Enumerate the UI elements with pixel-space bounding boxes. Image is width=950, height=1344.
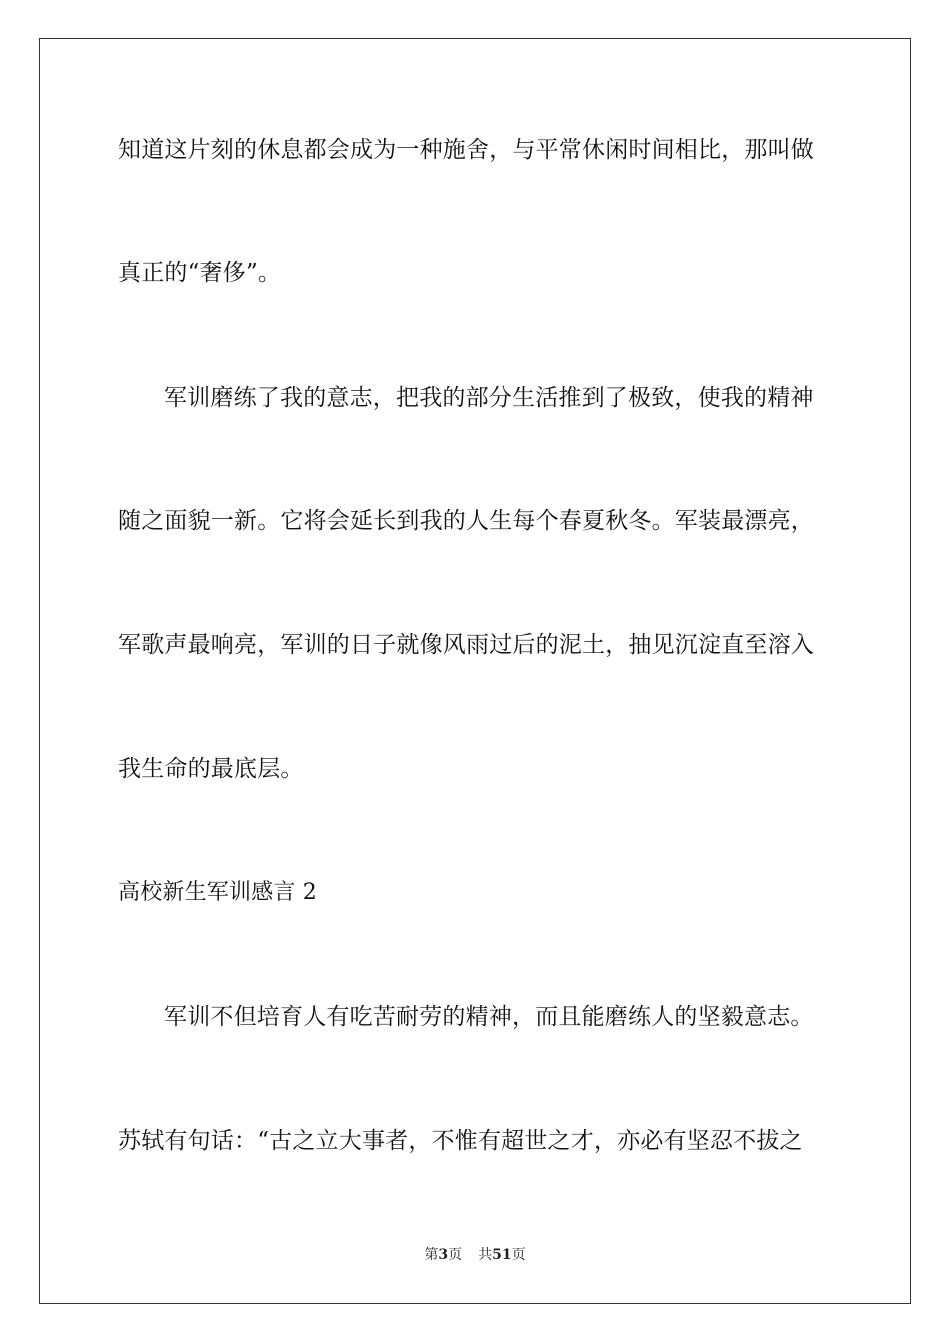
body-text-line: 真正的“奢侈”。	[118, 260, 282, 286]
body-text-line: 随之面貌一新。它将会延长到我的人生每个春夏秋冬。军装最漂亮，	[118, 508, 814, 534]
body-text-line: 我生命的最底层。	[118, 756, 304, 782]
page-border	[39, 38, 911, 1304]
body-text-line: 军歌声最响亮，军训的日子就像风雨过后的泥土，抽见沉淀直至溶入	[118, 632, 814, 658]
total-pages-prefix: 共	[478, 1247, 493, 1263]
total-pages-suffix: 页	[511, 1247, 526, 1263]
current-page-number: 3	[438, 1247, 449, 1263]
paragraph-start-line: 军训不但培育人有吃苦耐劳的精神，而且能磨练人的坚毅意志。	[164, 1004, 814, 1030]
section-heading: 高校新生军训感言 2	[118, 880, 317, 905]
page-footer	[0, 1246, 950, 1264]
page-number-suffix: 页	[448, 1247, 463, 1263]
page-number-prefix: 第	[424, 1247, 439, 1263]
paragraph-start-line: 军训磨练了我的意志，把我的部分生活推到了极致，使我的精神	[164, 385, 814, 411]
total-pages-number: 51	[492, 1247, 512, 1263]
body-text-line: 苏轼有句话：“古之立大事者，不惟有超世之才，亦必有坚忍不拔之	[118, 1128, 803, 1154]
body-text-line: 知道这片刻的休息都会成为一种施舍，与平常休闲时间相比，那叫做	[118, 137, 814, 163]
